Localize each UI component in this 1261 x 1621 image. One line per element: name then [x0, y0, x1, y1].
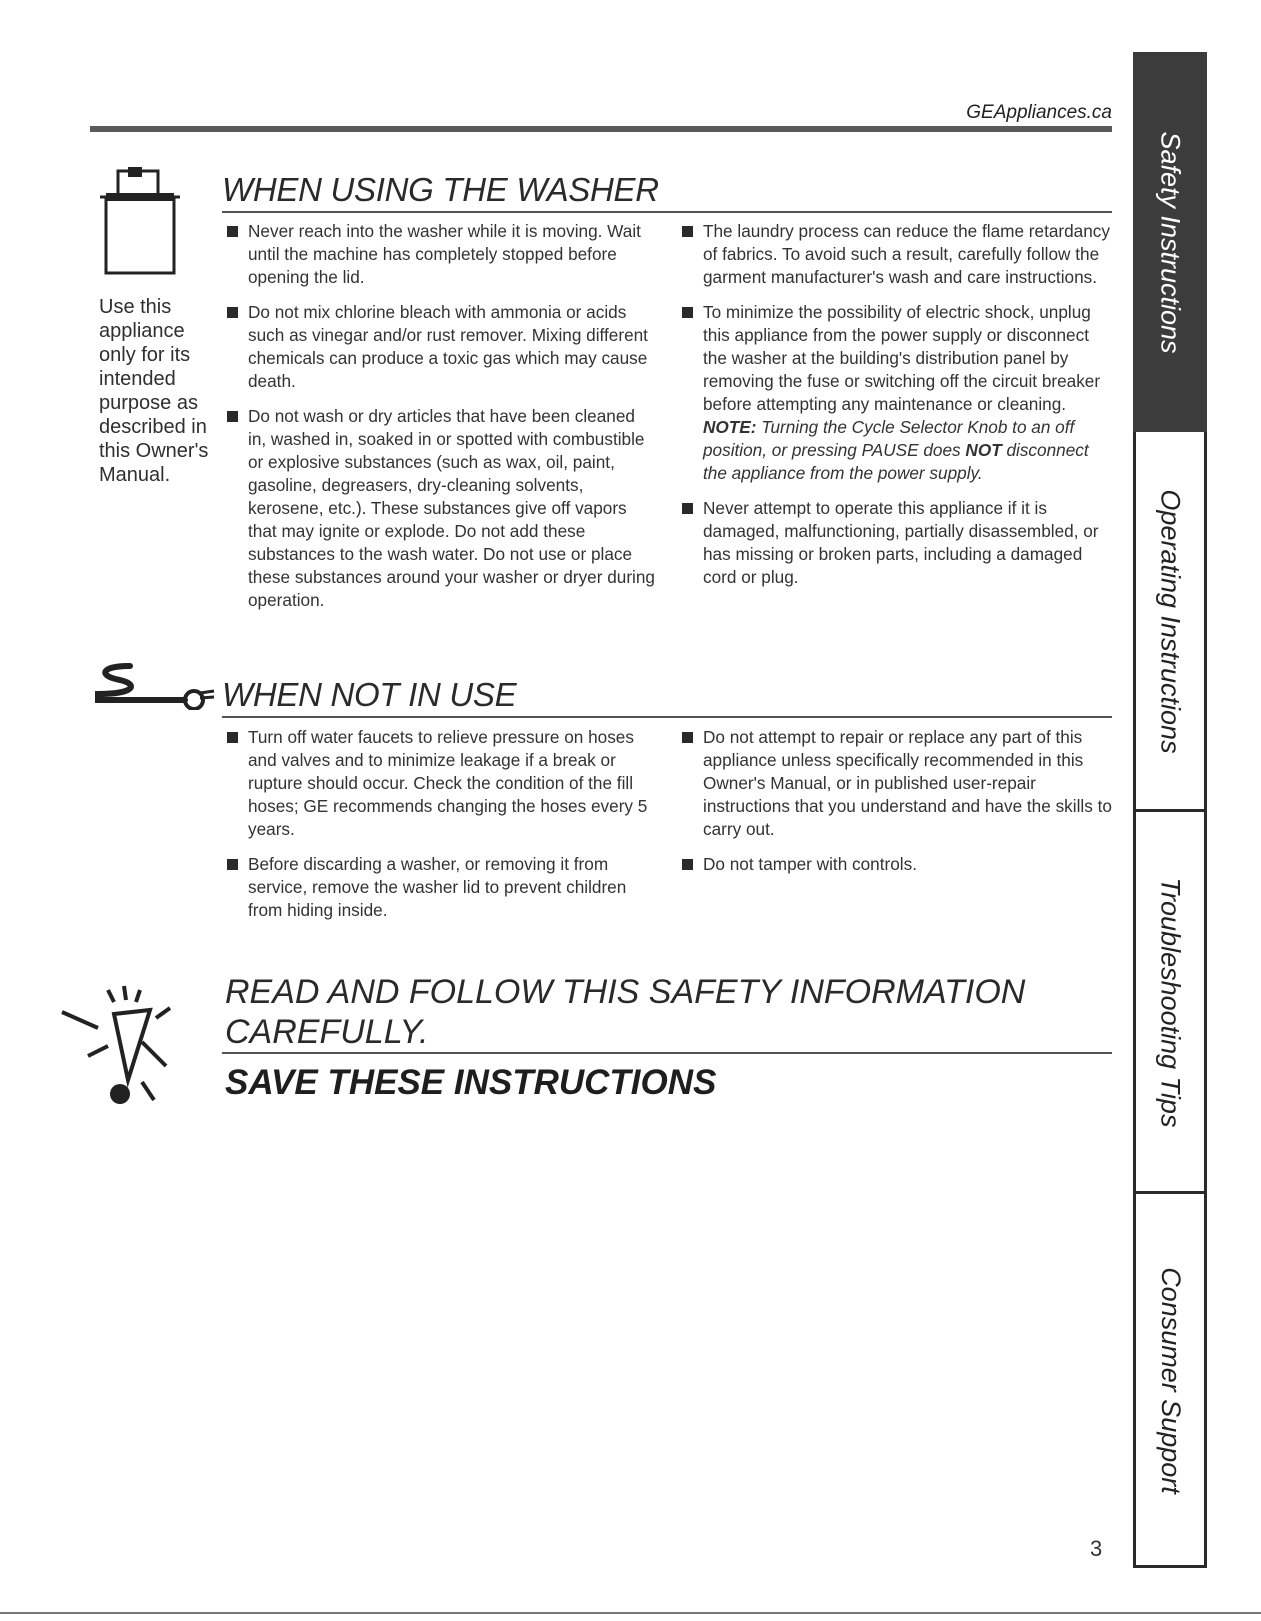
list-item: Do not wash or dry articles that have been cleaned in, washed in, soaked in or spotted with combustible or explosive substances (such as wax, oil, paint, gasoline, degreasers, dry-cleaning solvents, kerosene, etc.). These substances give off vapors that may ignite or explode. Do not add these substances to the wash water. Do not use or place these substances around your washer or dryer during operation.	[227, 405, 657, 612]
list-item: Before discarding a washer, or removing it from service, remove the washer lid to prevent children from hiding inside.	[227, 853, 657, 922]
tab-troubleshooting-tips[interactable]	[1133, 812, 1207, 1192]
section-title-not-in-use: WHEN NOT IN USE	[222, 676, 517, 713]
using-right-column	[682, 220, 1112, 601]
note-text	[703, 416, 1112, 485]
section-title-using-washer: WHEN USING THE WASHER	[222, 171, 659, 208]
header-rule	[90, 126, 1112, 132]
note-text-part-2: disconnect the appliance from the power supply.	[703, 440, 1089, 483]
list-item: Do not attempt to repair or replace any part of this appliance unless specifically recommended in this Owner's Manual, or in published user-repair instructions that you understand and have the skills to carry out.	[682, 726, 1112, 841]
tab-safety-instructions[interactable]	[1133, 52, 1207, 432]
section-rule-using	[222, 211, 1112, 213]
tab-operating-instructions[interactable]	[1133, 432, 1207, 810]
safety-heading-line-2: CAREFULLY.	[225, 1013, 429, 1051]
shock-warning-text: To minimize the possibility of electric shock, unplug this appliance from the power supply or disconnect the washer at the building's distribution panel by removing the fuse or switching off the circuit breaker before attempting any maintenance or cleaning.	[703, 302, 1101, 414]
list-item: The laundry process can reduce the flame retardancy of fabrics. To avoid such a result, carefully follow the garment manufacturer's wash and care instructions.	[682, 220, 1112, 289]
list-item: Never reach into the washer while it is moving. Wait until the machine has completely stopped before opening the lid.	[227, 220, 657, 289]
tab-consumer-support[interactable]	[1133, 1194, 1207, 1566]
note-text-part-1: Turning the Cycle Selector Knob to an off position, or pressing PAUSE does	[703, 417, 1075, 460]
not-in-use-right-column	[682, 726, 1112, 888]
list-item	[682, 301, 1112, 485]
not-in-use-left-column	[227, 726, 657, 934]
list-item: Do not tamper with controls.	[682, 853, 1112, 876]
safety-heading	[225, 972, 1025, 1052]
warning-exclamation-icon	[58, 982, 208, 1108]
using-left-column	[227, 220, 657, 624]
list-item: Turn off water faucets to relieve pressure on hoses and valves and to minimize leakage if a break or rupture should occur. Check the condition of the fill hoses; GE recommends changing the hoses every 5 years.	[227, 726, 657, 841]
tab-label: Operating Instructions	[1155, 488, 1186, 754]
site-url: GEAppliances.ca	[966, 102, 1112, 123]
power-plug-icon	[90, 660, 220, 710]
tab-label: Consumer Support	[1155, 1266, 1186, 1494]
tab-label: Safety Instructions	[1155, 130, 1186, 354]
washer-icon	[100, 165, 182, 277]
page-number: 3	[1090, 1536, 1103, 1561]
section-rule-not-in-use	[222, 716, 1112, 718]
safety-rule	[222, 1052, 1112, 1054]
save-instructions-heading: SAVE THESE INSTRUCTIONS	[225, 1063, 717, 1102]
list-item: Never attempt to operate this appliance if it is damaged, malfunctioning, partially disassembled, or has missing or broken parts, including a damaged cord or plug.	[682, 497, 1112, 589]
bottom-rule	[0, 1612, 1261, 1614]
safety-heading-line-1: READ AND FOLLOW THIS SAFETY INFORMATION	[225, 973, 1026, 1011]
tab-label: Troubleshooting Tips	[1155, 877, 1186, 1127]
note-emphasis: NOT	[965, 440, 1002, 460]
list-item: Do not mix chlorine bleach with ammonia or acids such as vinegar and/or rust remover. Mixing different chemicals can produce a toxic gas which may cause death.	[227, 301, 657, 393]
note-label: NOTE:	[703, 417, 757, 437]
tab-divider	[1133, 1565, 1207, 1568]
intended-use-note: Use this appliance only for its intended purpose as described in this Owner's Manual.	[99, 296, 209, 486]
